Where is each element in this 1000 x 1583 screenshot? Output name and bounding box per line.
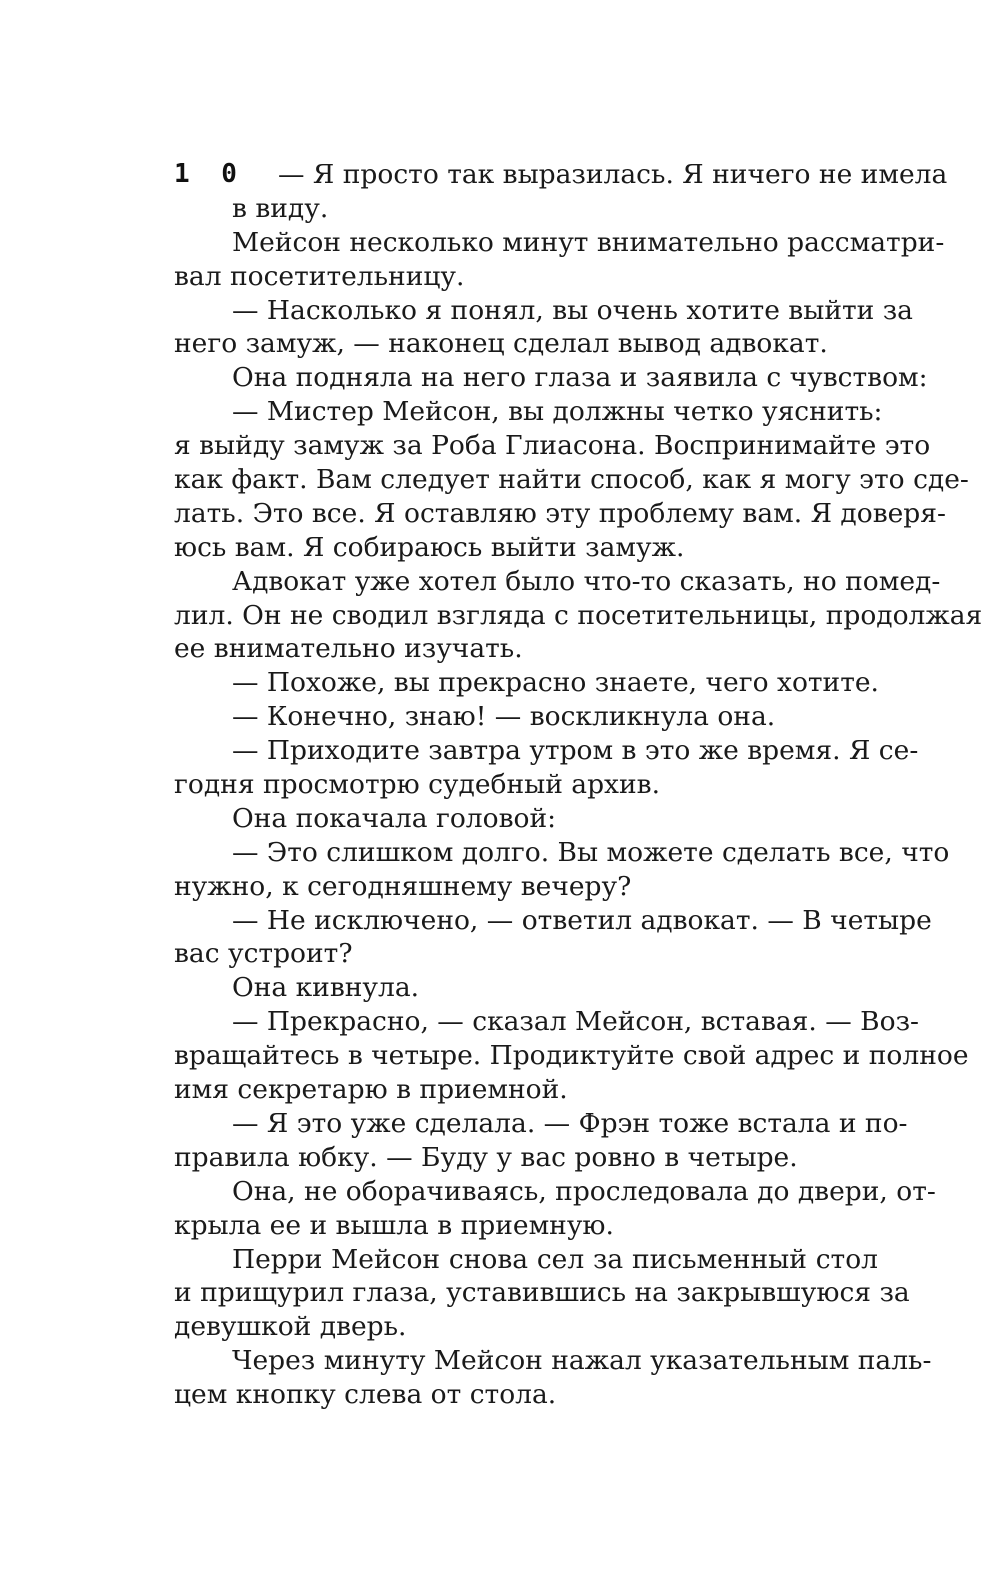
text-line: лил. Он не сводил взгляда с посетительницы, продолжая (174, 599, 983, 631)
text-line: — Не исключено, — ответил адвокат. — В четыре (232, 904, 932, 936)
text-line: — Я это уже сделала. — Фрэн тоже встала и по- (232, 1107, 908, 1139)
text-line: Она подняла на него глаза и заявила с чувством: (232, 362, 928, 394)
text-line: вас устроит? (174, 938, 353, 970)
text-line: Она кивнула. (232, 972, 420, 1004)
text-line: нужно, к сегодняшнему вечеру? (174, 870, 632, 902)
text-line: Через минуту Мейсон нажал указательным паль- (232, 1345, 932, 1377)
text-line: в виду. (232, 192, 329, 224)
text-line: Она покачала головой: (232, 802, 557, 834)
text-line: вал посетительницу. (174, 260, 465, 292)
text-line: как факт. Вам следует найти способ, как я могу это сде- (174, 464, 969, 496)
text-line: цем кнопку слева от стола. (174, 1379, 557, 1411)
text-line: — Приходите завтра утром в это же время. Я се- (232, 735, 919, 767)
text-line: вращайтесь в четыре. Продиктуйте свой адрес и полное (174, 1040, 969, 1072)
text-line: девушкой дверь. (174, 1311, 407, 1343)
text-line: я выйду замуж за Роба Глиасона. Воспринимайте это (174, 430, 931, 462)
text-line: крыла ее и вышла в приемную. (174, 1209, 614, 1241)
text-line: — Похоже, вы прекрасно знаете, чего хотите. (232, 667, 879, 699)
text-line: и прищурил глаза, уставившись на закрывшуюся за (174, 1277, 910, 1309)
page-number: 1 0 (174, 159, 245, 189)
text-line: Мейсон несколько минут внимательно рассматри- (232, 226, 945, 258)
body-text (174, 158, 983, 1412)
text-line: ее внимательно изучать. (174, 633, 523, 665)
text-line: — Насколько я понял, вы очень хотите выйти за (232, 294, 913, 326)
text-line: — Прекрасно, — сказал Мейсон, вставая. — Воз- (232, 1006, 919, 1038)
text-line: него замуж, — наконец сделал вывод адвокат. (174, 328, 828, 360)
text-line: — Это слишком долго. Вы можете сделать все, что (232, 836, 950, 868)
text-line: Она, не оборачиваясь, проследовала до двери, от- (232, 1175, 936, 1207)
text-line: правила юбку. — Буду у вас ровно в четыре. (174, 1141, 798, 1173)
text-line: юсь вам. Я собираюсь выйти замуж. (174, 531, 685, 563)
text-line: — Я просто так выразилась. Я ничего не имела (278, 159, 948, 190)
text-line: — Мистер Мейсон, вы должны четко уяснить: (232, 396, 883, 428)
text-line: имя секретарю в приемной. (174, 1074, 568, 1106)
text-line: Перри Мейсон снова сел за письменный стол (232, 1243, 878, 1275)
text-line: Адвокат уже хотел было что-то сказать, но помед- (232, 565, 941, 597)
text-line: лать. Это все. Я оставляю эту проблему вам. Я доверя- (174, 497, 946, 529)
text-line: годня просмотрю судебный архив. (174, 769, 661, 801)
text-line: — Конечно, знаю! — воскликнула она. (232, 701, 776, 733)
